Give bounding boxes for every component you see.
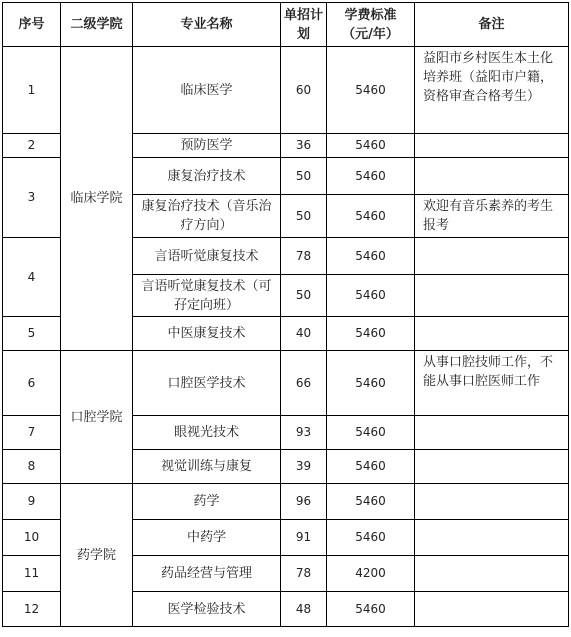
major-cell: 康复治疗技术（音乐治疗方向） bbox=[133, 195, 281, 238]
fee-cell: 4200 bbox=[327, 556, 415, 592]
note-cell bbox=[415, 556, 569, 592]
table-row bbox=[3, 351, 569, 416]
header-plan: 单招计划 bbox=[281, 3, 327, 47]
plan-cell: 78 bbox=[281, 556, 327, 592]
plan-cell: 48 bbox=[281, 592, 327, 627]
major-cell: 中医康复技术 bbox=[133, 317, 281, 351]
note-cell bbox=[415, 484, 569, 520]
plan-cell: 36 bbox=[281, 134, 327, 158]
plan-cell: 50 bbox=[281, 158, 327, 195]
fee-cell: 5460 bbox=[327, 416, 415, 450]
major-cell: 药品经营与管理 bbox=[133, 556, 281, 592]
seq-cell: 9 bbox=[3, 484, 61, 520]
college-cell-pharmacy: 药学院 bbox=[61, 484, 133, 627]
seq-cell: 2 bbox=[3, 134, 61, 158]
plan-cell: 78 bbox=[281, 238, 327, 275]
major-cell: 临床医学 bbox=[133, 47, 281, 134]
fee-cell: 5460 bbox=[327, 134, 415, 158]
plan-cell: 40 bbox=[281, 317, 327, 351]
seq-cell: 1 bbox=[3, 47, 61, 134]
fee-cell: 5460 bbox=[327, 592, 415, 627]
note-cell bbox=[415, 134, 569, 158]
fee-cell: 5460 bbox=[327, 275, 415, 317]
major-cell: 言语听觉康复技术 bbox=[133, 238, 281, 275]
seq-cell: 11 bbox=[3, 556, 61, 592]
major-cell: 康复治疗技术 bbox=[133, 158, 281, 195]
note-cell bbox=[415, 592, 569, 627]
header-major: 专业名称 bbox=[133, 3, 281, 47]
college-cell-clinical: 临床学院 bbox=[61, 47, 133, 351]
header-fee: 学费标准（元/年） bbox=[327, 3, 415, 47]
note-cell bbox=[415, 450, 569, 484]
note-cell: 益阳市乡村医生本土化培养班（益阳市户籍，资格审查合格考生） bbox=[415, 47, 569, 134]
table-row bbox=[3, 484, 569, 520]
note-cell bbox=[415, 275, 569, 317]
note-cell bbox=[415, 158, 569, 195]
major-cell: 药学 bbox=[133, 484, 281, 520]
plan-cell: 96 bbox=[281, 484, 327, 520]
major-cell: 口腔医学技术 bbox=[133, 351, 281, 416]
fee-cell: 5460 bbox=[327, 484, 415, 520]
header-note: 备注 bbox=[415, 3, 569, 47]
major-cell: 眼视光技术 bbox=[133, 416, 281, 450]
seq-cell: 12 bbox=[3, 592, 61, 627]
fee-cell: 5460 bbox=[327, 317, 415, 351]
header-seq: 序号 bbox=[3, 3, 61, 47]
fee-cell: 5460 bbox=[327, 351, 415, 416]
plan-cell: 91 bbox=[281, 520, 327, 556]
major-cell: 言语听觉康复技术（可孖定向班） bbox=[133, 275, 281, 317]
plan-cell: 66 bbox=[281, 351, 327, 416]
major-cell: 预防医学 bbox=[133, 134, 281, 158]
note-cell bbox=[415, 238, 569, 275]
plan-cell: 93 bbox=[281, 416, 327, 450]
note-cell bbox=[415, 317, 569, 351]
plan-cell: 39 bbox=[281, 450, 327, 484]
seq-cell: 7 bbox=[3, 416, 61, 450]
seq-cell: 4 bbox=[3, 238, 61, 317]
fee-cell: 5460 bbox=[327, 520, 415, 556]
plan-cell: 60 bbox=[281, 47, 327, 134]
table-row bbox=[3, 47, 569, 134]
seq-cell: 3 bbox=[3, 158, 61, 238]
enrollment-table bbox=[2, 2, 569, 627]
note-cell: 从事口腔技师工作，不能从事口腔医师工作 bbox=[415, 351, 569, 416]
header-row bbox=[3, 3, 569, 47]
fee-cell: 5460 bbox=[327, 47, 415, 134]
college-cell-oral: 口腔学院 bbox=[61, 351, 133, 484]
seq-cell: 10 bbox=[3, 520, 61, 556]
header-college: 二级学院 bbox=[61, 3, 133, 47]
seq-cell: 5 bbox=[3, 317, 61, 351]
major-cell: 中药学 bbox=[133, 520, 281, 556]
fee-cell: 5460 bbox=[327, 195, 415, 238]
seq-cell: 6 bbox=[3, 351, 61, 416]
fee-cell: 5460 bbox=[327, 238, 415, 275]
fee-cell: 5460 bbox=[327, 450, 415, 484]
note-cell bbox=[415, 416, 569, 450]
note-cell: 欢迎有音乐素养的考生报考 bbox=[415, 195, 569, 238]
major-cell: 视觉训练与康复 bbox=[133, 450, 281, 484]
major-cell: 医学检验技术 bbox=[133, 592, 281, 627]
seq-cell: 8 bbox=[3, 450, 61, 484]
plan-cell: 50 bbox=[281, 195, 327, 238]
plan-cell: 50 bbox=[281, 275, 327, 317]
note-cell bbox=[415, 520, 569, 556]
fee-cell: 5460 bbox=[327, 158, 415, 195]
